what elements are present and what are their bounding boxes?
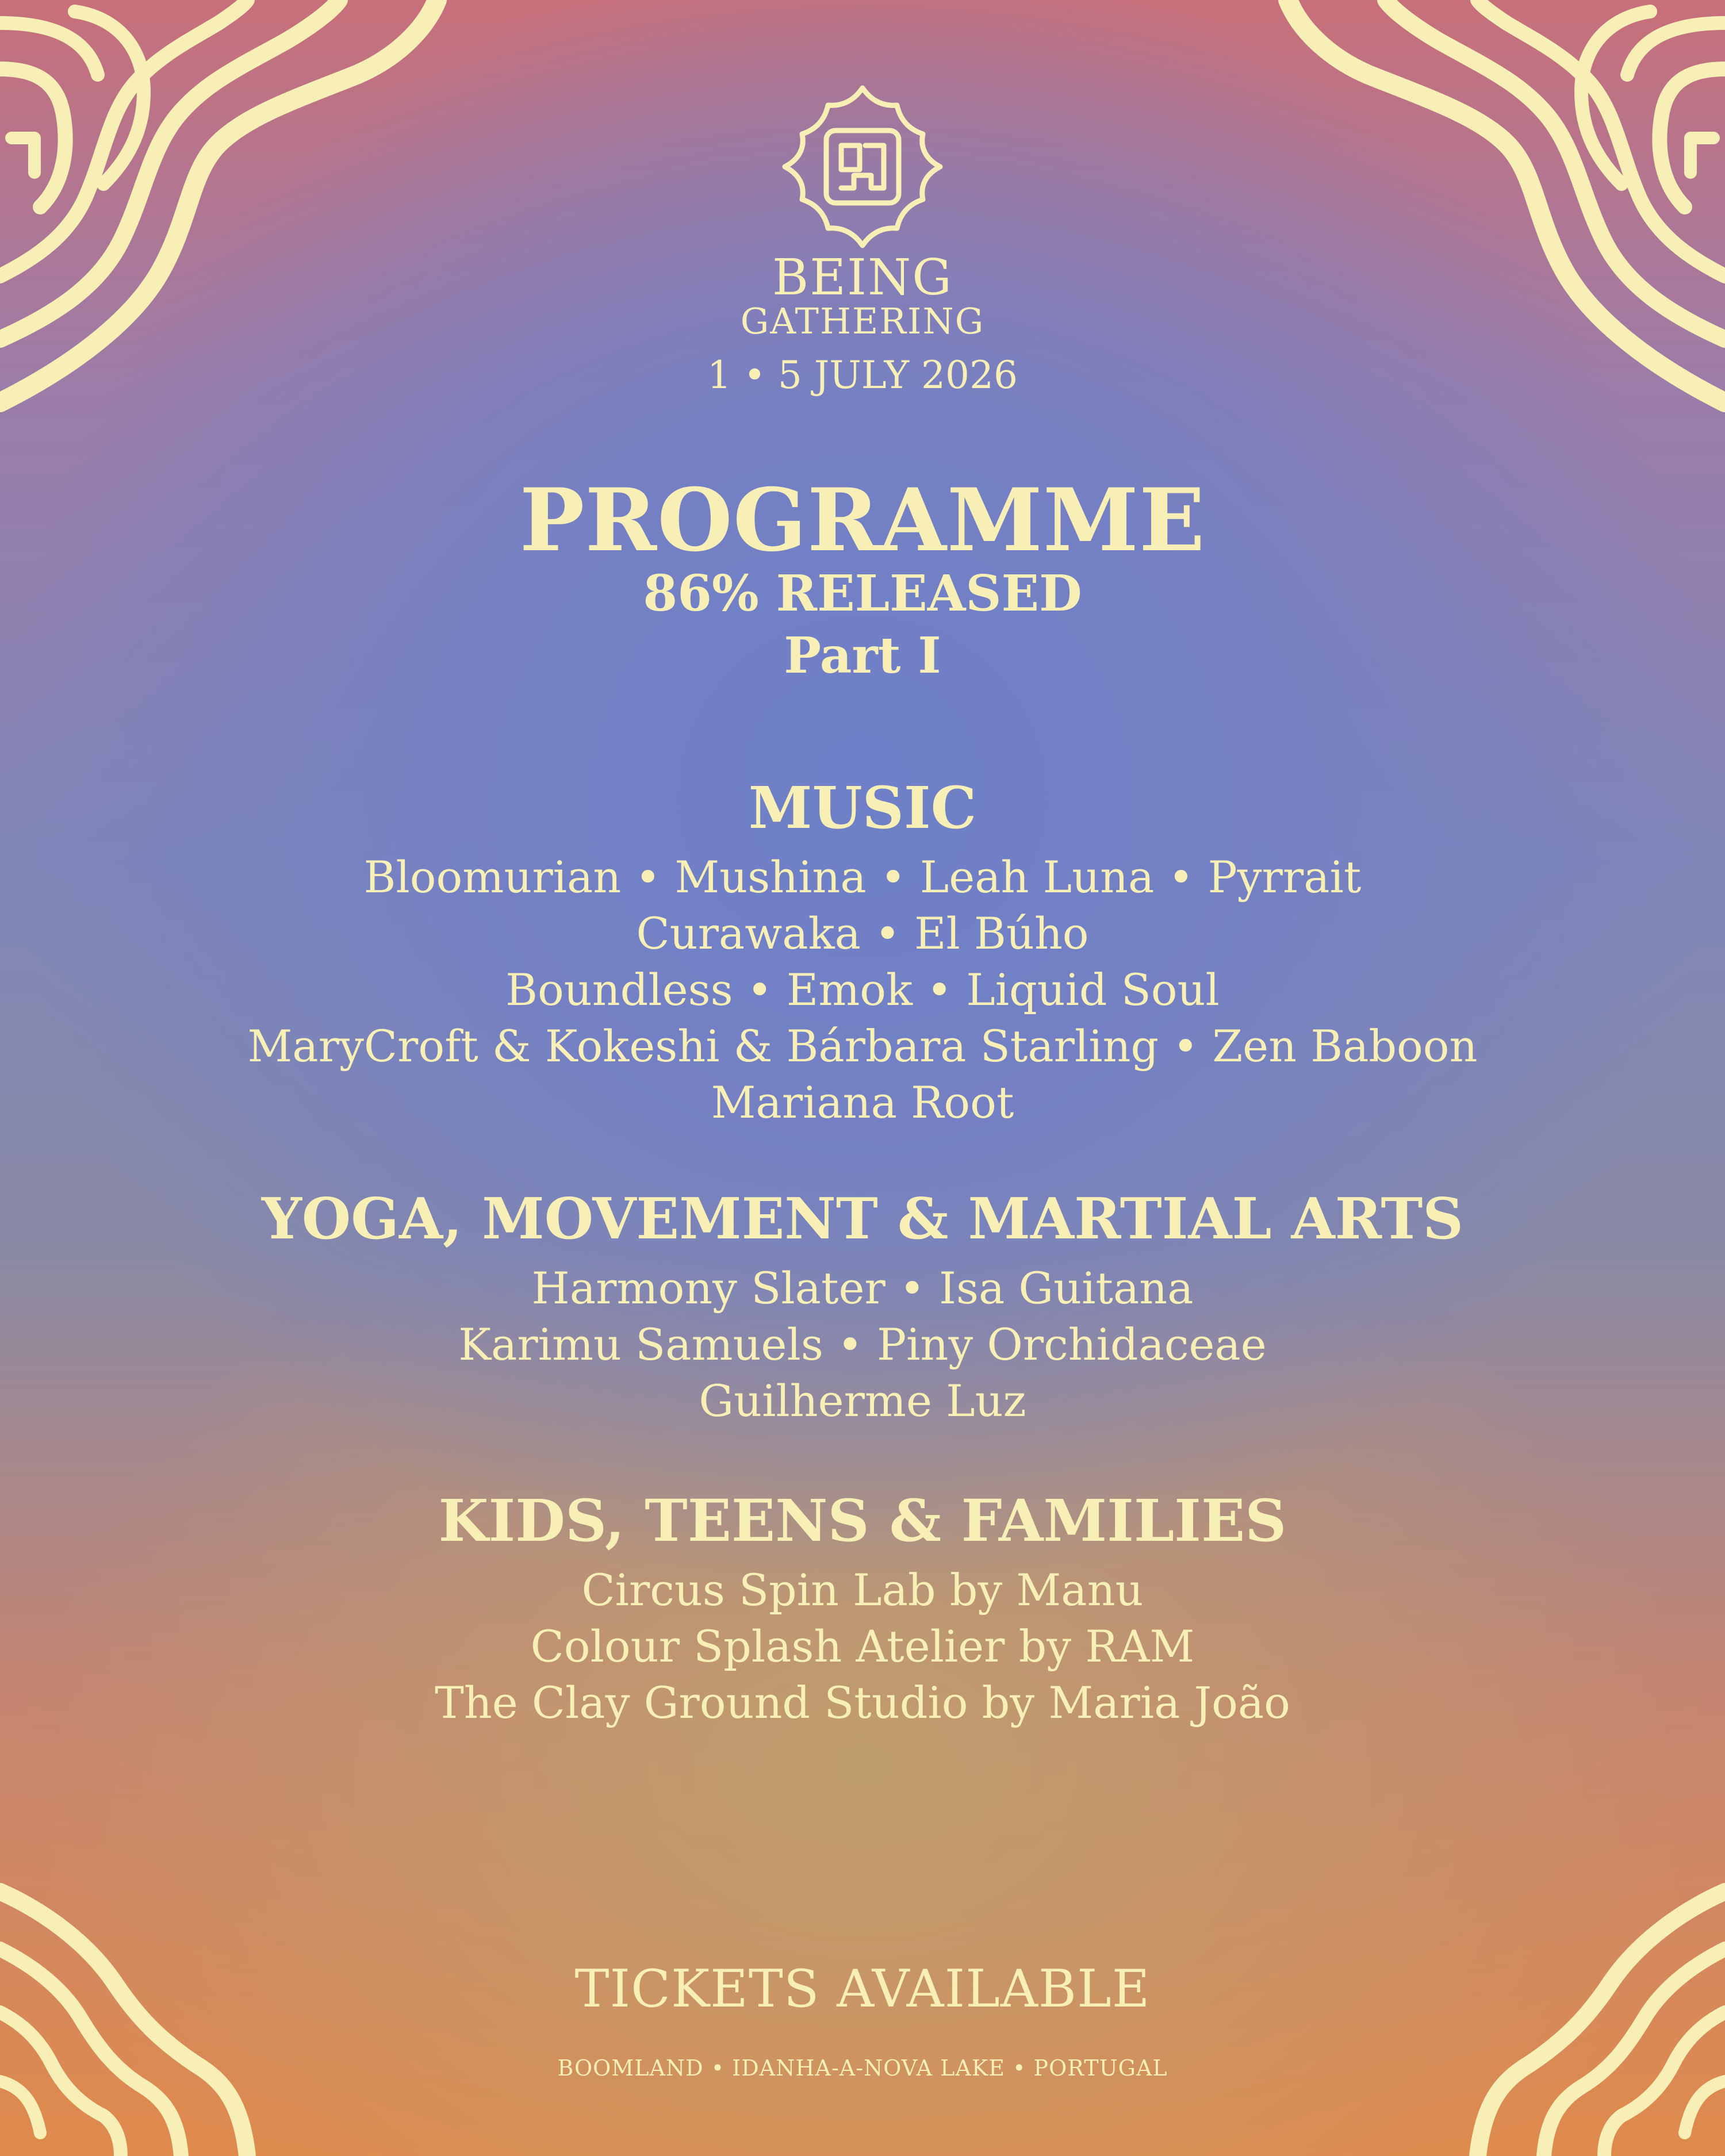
event-dates: 1 • 5 JULY 2026	[707, 353, 1018, 397]
brand-name-line1: BEING	[772, 249, 953, 306]
lineup-line: Colour Splash Atelier by RAM	[530, 1621, 1195, 1672]
programme-title: PROGRAMME	[519, 470, 1206, 571]
lineup-line: Bloomurian • Mushina • Leah Luna • Pyrrait	[363, 851, 1362, 903]
lineup-line: The Clay Ground Studio by Maria João	[435, 1677, 1290, 1728]
section-kids	[0, 1487, 1725, 1731]
event-location: BOOMLAND • IDANHA-A-NOVA LAKE • PORTUGAL	[557, 2055, 1168, 2081]
lineup-line: MaryCroft & Kokeshi & Bárbara Starling • Zen Baboon	[247, 1021, 1478, 1072]
programme-part: Part I	[784, 627, 941, 685]
tickets-available: TICKETS AVAILABLE	[574, 1959, 1151, 2019]
section-yoga	[0, 1186, 1725, 1429]
lineup-line: Circus Spin Lab by Manu	[581, 1564, 1144, 1616]
section-heading: KIDS, TEENS & FAMILIES	[438, 1487, 1287, 1555]
section-heading: YOGA, MOVEMENT & MARTIAL ARTS	[261, 1186, 1464, 1252]
lineup-line: Karimu Samuels • Piny Orchidaceae	[458, 1319, 1267, 1370]
brand-name-line2: GATHERING	[740, 300, 985, 342]
lineup-line: Mariana Root	[711, 1077, 1014, 1128]
lineup-line: Boundless • Emok • Liquid Soul	[505, 964, 1220, 1015]
lineup-line: Curawaka • El Búho	[636, 908, 1089, 959]
being-gathering-emblem-icon	[779, 83, 946, 250]
section-music	[0, 774, 1725, 1131]
programme-released: 86% RELEASED	[643, 565, 1082, 623]
lineup-line: Harmony Slater • Isa Guitana	[531, 1263, 1194, 1314]
lineup-line: Guilherme Luz	[699, 1375, 1026, 1426]
section-heading: MUSIC	[748, 774, 977, 842]
